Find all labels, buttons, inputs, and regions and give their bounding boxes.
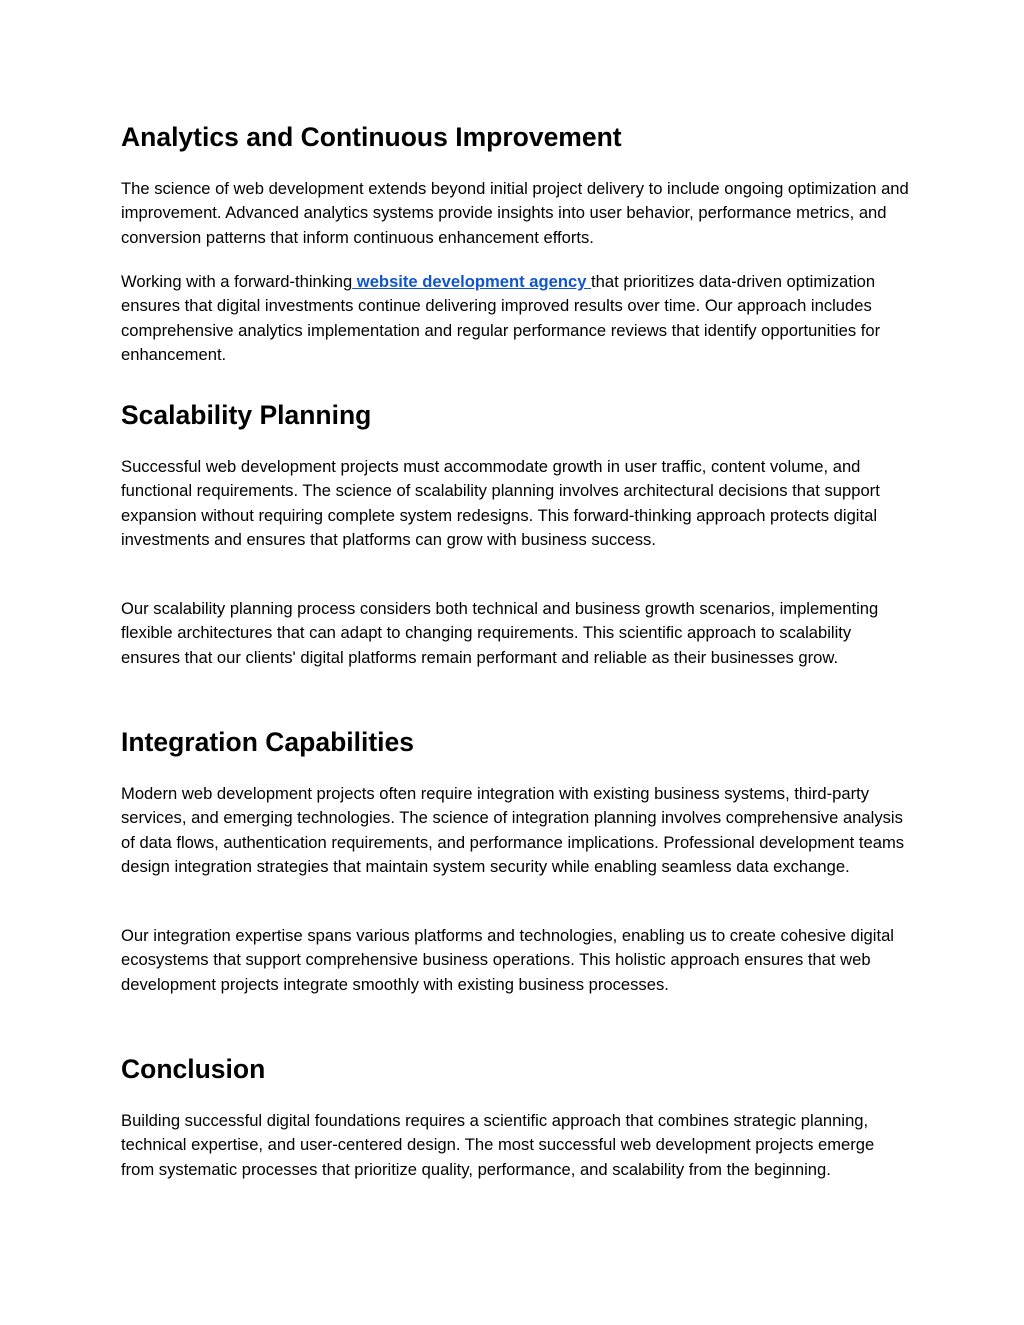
paragraph-scalability-intro: Successful web development projects must accommodate growth in user traffic, content volume, and functional requirements. The science of scalability planning involves architectural decisions that support expansion without requiring complete system redesigns. This forward-thinking approach protects digital investments and ensures that platforms can grow with business success. — [121, 457, 880, 549]
paragraph-conclusion: Building successful digital foundations requires a scientific approach that combines strategic planning, technical expertise, and user-centered design. The most successful web development projects emerge from systematic processes that prioritize quality, performance, and scalability from the beginning. — [121, 1111, 875, 1179]
section-heading-analytics: Analytics and Continuous Improvement — [121, 122, 622, 152]
section-heading-integration: Integration Capabilities — [121, 727, 415, 757]
section-heading-conclusion: Conclusion — [121, 1054, 266, 1084]
paragraph-text: Working with a forward-thinking — [121, 272, 353, 291]
paragraph-integration-intro: Modern web development projects often require integration with existing business systems, third-party services, and emerging technologies. The science of integration planning involves comprehensive analysis of data flows, authentication requirements, and performance implications. Professional development teams design integration strategies that maintain system security while enabling seamless data exchange. — [121, 784, 905, 876]
paragraph-text: that prioritizes data-driven optimization ensures that digital investments continue delivering improved results over time. Our approach includes comprehensive analytics implementation and regular performance reviews that identify opportunities for enhancement. — [121, 272, 881, 364]
paragraph-analytics-agency — [121, 270, 911, 367]
paragraph-analytics-intro: The science of web development extends beyond initial project delivery to include ongoing optimization and improvement. Advanced analytics systems provide insights into user behavior, performance metrics, and conversion patterns that inform continuous enhancement efforts. — [121, 179, 909, 247]
paragraph-integration-expertise: Our integration expertise spans various platforms and technologies, enabling us to create cohesive digital ecosystems that support comprehensive business operations. This holistic approach ensures that web development projects integrate smoothly with existing business processes. — [121, 926, 894, 994]
website-development-agency-link[interactable]: website development agency — [352, 272, 592, 291]
paragraph-scalability-process: Our scalability planning process considers both technical and business growth scenarios, implementing flexible architectures that can adapt to changing requirements. This scientific approach to scalability ensures that our clients' digital platforms remain performant and reliable as their businesses grow. — [121, 599, 879, 667]
section-heading-scalability: Scalability Planning — [121, 400, 372, 430]
